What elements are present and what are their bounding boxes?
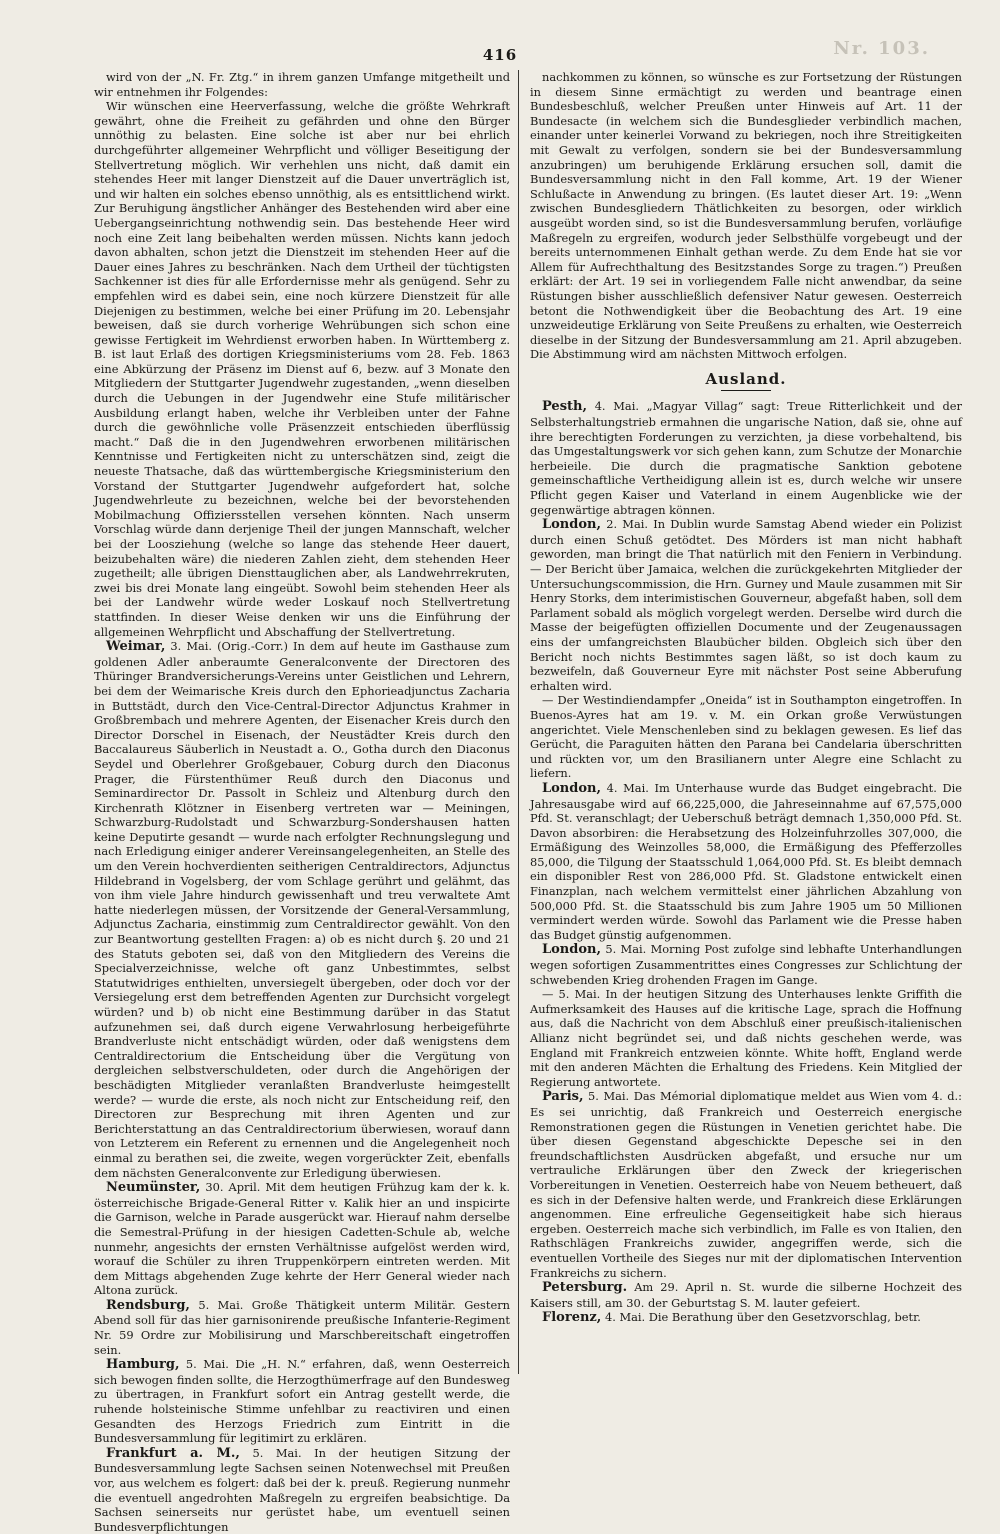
article-paragraph — [530, 987, 962, 1089]
article-text: 4. Mai. „Magyar Villag“ sagt: Treue Ritterlichkeit und der Selbsterhaltungstrieb ermahnen die ungarische Nation, daß sie, ohne auf ihre berechtigten Forderungen zu verzichten, ja diese vorbehaltend, bis das Umgestaltungswerk vor sich gehen kann, zum Schutze der Monarchie herbeieile. Die durch die pragmatische Sanktion gebotene gemeinschaftliche Vertheidigung allein ist es, durch welche wir unsere Pflicht gegen Kaiser und Vaterland in einem Augenblicke wie der gegenwärtige abtragen können. — [530, 399, 962, 517]
article-paragraph — [94, 70, 510, 99]
right-column — [530, 70, 962, 1326]
article-text: 5. Mai. Das Mémorial diplomatique meldet aus Wien vom 4. d.: Es sei unrichtig, daß Frankreich und Oesterreich energische Remonstrationen gegen die Rüstungen in Venetien gerichtet habe. Die über diesen Gegenstand abgeschickte Depesche sei in den freundschaftlichsten Ausdrücken abgefaßt, und ersuche nur um vertrauliche Erklärungen über den Zweck der kriegerischen Vorbereitungen in Venetien. Oesterreich habe von Neuem betheuert, daß es sich in der Defensive halten werde, und Frankreich diese Erklärungen angenommen. Eine erfreuliche Gegenseitigkeit habe sich hieraus ergeben. Oesterreich mache sich verbindlich, im Falle es von Italien, den Rathschlägen Frankreichs zuwider, angegriffen werde, sich die eventuellen Vortheile des Sieges nur mit der diplomatischen Intervention Frankreichs zu sichern. — [530, 1089, 962, 1280]
article-dateline: Rendsburg, — [106, 1297, 190, 1313]
article-text: — 5. Mai. In der heutigen Sitzung des Unterhauses lenkte Griffith die Aufmerksamkeit des Hauses auf die kritische Lage, sprach die Hoffnung aus, daß die Nachricht von dem Abschluß einer preußisch-italienischen Allianz nicht begründet sei, und daß nichts geschehen werde, was England mit Frankreich entzweien könnte. White hofft, England werde mit den anderen Mächten die Erhaltung des Friedens. Kein Mitglied der Regierung antwortete. — [530, 987, 962, 1089]
article-dateline: London, — [542, 517, 602, 533]
article-dateline: London, — [542, 780, 602, 796]
article-dateline: Petersburg. — [542, 1280, 628, 1296]
article-paragraph — [530, 693, 962, 781]
article-text: 5. Mai. Die „H. N.“ erfahren, daß, wenn Oesterreich sich bewogen finden sollte, die Herzogthümerfrage auf den Bundesweg zu übertragen, in Frankfurt sofort ein Antrag gestellt werde, die ruhende holsteinische Stimme unfehlbar zu reactiviren und einen Gesandten des Herzogs Friedrich zum Eintritt in die Bundesversammlung für legitimirt zu erklären. — [94, 1357, 510, 1446]
article-paragraph — [94, 1357, 510, 1446]
right-column-top — [530, 70, 962, 362]
article-dateline: Pesth, — [542, 399, 587, 415]
article-paragraph — [530, 1310, 962, 1326]
article-text: Wir wünschen eine Heerverfassung, welche die größte Wehrkraft gewährt, ohne die Freiheit zu gefährden und ohne den Bürger unnöthig zu belasten. Eine solche ist aber nur bei ehrlich durchgeführter allgemeiner Wehrpflicht und völliger Beseitigung der Stellvertretung möglich. Wir verhehlen uns nicht, daß damit ein stehendes Heer mit langer Dienstzeit auf die Dauer unverträglich ist, und wir halten ein solches ebenso unnöthig, als es entsittlichend wirkt. Zur Beruhigung ängstlicher Anhänger des Bestehenden wird aber eine Uebergangseinrichtung nothwendig sein. Das bestehende Heer wird noch eine Zeit lang beibehalten werden müssen. Nichts kann jedoch davon abhalten, schon jetzt die Dienstzeit im stehenden Heer auf die Dauer eines Jahres zu beschränken. Nach dem Urtheil der tüchtigsten Sachkenner ist dies für alle Erfordernisse mehr als genügend. Sehr zu empfehlen wird es dabei sein, eine noch kürzere Dienstzeit für alle Diejenigen zu bestimmen, welche bei einer Prüfung im 20. Lebensjahr beweisen, daß sie durch vorherige Wehrübungen sich schon eine gewisse Fertigkeit im Wehrdienst erworben haben. In Württemberg z. B. ist laut Erlaß des dortigen Kriegsministeriums vom 28. Feb. 1863 eine Abkürzung der Präsenz im Dienst auf 6, bezw. auf 3 Monate den Mitgliedern der Stuttgarter Jugendwehr zugestanden, „wenn dieselben durch die Uebungen in der Jugendwehr eine Stufe militärischer Ausbildung erlangt haben, welche ihr Verbleiben unter der Fahne durch die gewöhnliche volle Präsenzzeit entschieden überflüssig macht.“ Daß die in den Jugendwehren erworbenen militärischen Kenntnisse und Fertigkeiten nicht zu unterschätzen sind, zeigt die neueste Thatsache, daß das württembergische Kriegsministerium den Vorstand der Stuttgarter Jugendwehr aufgefordert hat, solche Jugendwehrleute zu bezeichnen, welche bei der bevorstehenden Mobilmachung Offiziersstellen versehen könnten. Nach unserm Vorschlag würde dann derjenige Theil der jungen Mannschaft, welcher bei der Loosziehung (welche so lange das stehende Heer dauert, beizubehalten wäre) die niederen Zahlen zieht, dem stehenden Heer zugetheilt; alle übrigen Diensttauglichen aber, als Landwehrrekruten, zwei bis drei Monate lang eingeübt. Sowohl beim stehenden Heer als bei der Landwehr würde weder Loskauf noch Stellvertretung stattfinden. In dieser Weise denken wir uns die Einführung der allgemeinen Wehrpflicht und Abschaffung der Stellvertretung. — [94, 99, 510, 639]
bleed-through-text: Nr. 103. — [833, 38, 930, 59]
article-paragraph — [530, 1280, 962, 1310]
article-text: Am 29. April n. St. wurde die silberne Hochzeit des Kaisers still, am 30. der Geburtstag S. M. lauter gefeiert. — [530, 1280, 962, 1310]
article-text: wird von der „N. Fr. Ztg.“ in ihrem ganzen Umfange mitgetheilt und wir entnehmen ihr Folgendes: — [94, 70, 510, 99]
column-rule — [518, 70, 519, 1374]
article-paragraph — [94, 1446, 510, 1534]
article-dateline: Frankfurt a. M., — [106, 1445, 240, 1461]
article-dateline: Weimar, — [106, 639, 166, 655]
article-paragraph — [530, 1089, 962, 1280]
article-text: 5. Mai. Große Thätigkeit unterm Militär. Gestern Abend soll für das hier garnisonirende preußische Infanterie-Regiment Nr. 59 Ordre zur Mobilisirung und Marschbereitschaft eingetroffen sein. — [94, 1297, 510, 1357]
article-text: 3. Mai. (Orig.-Corr.) In dem auf heute im Gasthause zum goldenen Adler anberaumte Generalconvente der Directoren des Thüringer Brandversicherungs-Vereins unter Geistlichen und Lehrern, bei dem der Weimarische Kreis durch den Ephorieadjunctus Zacharia in Buttstädt, durch den Vice-Central-Director Adjunctus Krahmer in Großbrembach und mehrere Agenten, der Eisenacher Kreis durch den Director Dorschel in Eisenach, der Neustädter Kreis durch den Baccalaureus Säuberlich in Neustadt a. O., Gotha durch den Diaconus Seydel und Oberlehrer Großgebauer, Coburg durch den Diaconus Prager, die Fürstenthümer Reuß durch den Diaconus und Seminardirector Dr. Passolt in Schleiz und Altenburg durch den Kirchenrath Klötzner in Eisenberg vertreten war — Meiningen, Schwarzburg-Rudolstadt und Schwarzburg-Sondershausen hatten keine Deputirte gesandt — wurde nach erfolgter Rechnungslegung und nach Erledigung einiger anderer Vereinsangelegenheiten, an Stelle des um den Verein hochverdienten seitherigen Centraldirectors, Adjunctus Hildebrand in Vogelsberg, der vom Schlage gerührt und gelähmt, das von ihm viele Jahre hindurch gewissenhaft und treu verwaltete Amt hatte niederlegen müssen, der Vorsitzende der General-Versammlung, Adjunctus Zacharia, einstimmig zum Centraldirector gewählt. Von den zur Beantwortung gestellten Fragen: a) ob es nicht durch §. 20 und 21 des Statuts geboten sei, daß von den Mitgliedern des Vereins die Specialverzeichnisse, welche oft ganz Unbestimmtes, selbst Statutwidriges enthielten, unversiegelt übergeben, oder doch vor der Versiegelung erst dem betreffenden Agenten zur Durchsicht vorgelegt würden? und b) ob nicht eine Bestimmung darüber in das Statut aufzunehmen sei, daß durch eigene Verwahrlosung herbeigeführte Brandverluste nicht entschädigt würden, oder daß wenigstens dem Centraldirectorium die Entscheidung über die Vergütung von dergleichen selbstverschuldeten, oder durch die Angehörigen der beschädigten Mitglieder veranlaßten Brandverluste heimgestellt werde? — wurde die erste, als noch nicht zur Entscheidung reif, den Directoren zur Besprechung mit ihren Agenten und zur Berichterstattung an das Centraldirectorium überwiesen, worauf dann von Letzterem ein Referent zu ernennen und die Angelegenheit noch einmal zu berathen sei, die zweite, wegen vorgerückter Zeit, ebenfalls dem nächsten Generalconvente zur Erledigung überwiesen. — [94, 639, 510, 1180]
article-paragraph — [530, 399, 962, 517]
article-dateline: Neumünster, — [106, 1180, 201, 1196]
article-paragraph — [94, 99, 510, 639]
article-paragraph — [94, 639, 510, 1180]
article-text: 5. Mai. Morning Post zufolge sind lebhafte Unterhandlungen wegen sofortigen Zusammentrittes eines Congresses zur Schlichtung der schwebenden Krieg drohenden Fragen im Gange. — [530, 942, 962, 987]
article-paragraph — [530, 781, 962, 943]
article-dateline: Hamburg, — [106, 1357, 180, 1373]
article-text: nachkommen zu können, so wünsche es zur Fortsetzung der Rüstungen in diesem Sinne ermächtigt zu werden und beantrage einen Bundesbeschluß, welcher Preußen unter Hinweis auf Art. 11 der Bundesacte (in welchem sich die Bundesglieder verbindlich machen, einander unter keinerlei Vorwand zu bekriegen, noch ihre Streitigkeiten mit Gewalt zu verfolgen, sondern sie bei der Bundesversammlung anzubringen) um beruhigende Erklärung ersuchen soll, damit die Bundesversammlung nicht in den Fall komme, Art. 19 der Wiener Schlußacte in Anwendung zu bringen. (Es lautet dieser Art. 19: „Wenn zwischen Bundesgliedern Thätlichkeiten zu besorgen, oder wirklich ausgeübt worden sind, so ist die Bundesversammlung berufen, vorläufige Maßregeln zu ergreifen, wodurch jeder Selbsthülfe vorgebeugt und der bereits unternommenen Einhalt gethan werde. Zu dem Ende hat sie vor Allem für Aufrechthaltung des Besitzstandes Sorge zu tragen.“) Preußen erklärt: der Art. 19 sei in vorliegendem Falle nicht anwendbar, da seine Rüstungen bisher ausschließlich defensiver Natur gewesen. Oesterreich betont die Nothwendigkeit über die Beobachtung des Art. 19 eine unzweideutige Erklärung von Seite Preußens zu erhalten, wie Oesterreich dieselbe in der Sitzung der Bundesversammlung am 21. April abzugeben. Die Abstimmung wird am nächsten Mittwoch erfolgen. — [530, 70, 962, 362]
article-dateline: Paris, — [542, 1089, 584, 1105]
article-dateline: London, — [542, 942, 602, 958]
article-text: 30. April. Mit dem heutigen Frühzug kam der k. k. österreichische Brigade-General Ritter v. Kalik hier an und inspicirte die Garnison, welche in Parade ausgerückt war. Hierauf nahm derselbe die Semestral-Prüfung in der hiesigen Cadetten-Schule ab, welche nunmehr, angesichts der ernsten Verhältnisse aufgelöst werden wird, worauf die Schüler zu ihren Truppenkörpern eintreten werden. Mit dem Mittags abgehenden Zuge kehrte der Herr General wieder nach Altona zurück. — [94, 1180, 510, 1298]
article-dateline: Florenz, — [542, 1310, 602, 1326]
article-paragraph — [530, 942, 962, 987]
article-text: — Der Westindiendampfer „Oneida“ ist in Southampton eingetroffen. In Buenos-Ayres hat am 19. v. M. ein Orkan große Verwüstungen angerichtet. Viele Menschenleben sind zu beklagen gewesen. Es lief das Gerücht, die Paraguiten hätten den Parana bei Candelaria überschritten und rückten vor, um den Brasilianern unter Alegre eine Schlacht zu liefern. — [530, 693, 962, 781]
section-title: Ausland. — [530, 372, 962, 392]
article-paragraph — [94, 1180, 510, 1298]
article-paragraph — [530, 517, 962, 693]
article-paragraph — [94, 1298, 510, 1357]
article-text: 5. Mai. In der heutigen Sitzung der Bundesversammlung legte Sachsen seinen Notenwechsel mit Preußen vor, aus welchem es folgert: daß bei der k. preuß. Regierung nunmehr die eventuell angedrohten Maßregeln zu ergreifen beabsichtige. Da Sachsen seinerseits nur gerüstet habe, um eventuell seinen Bundesverpflichtungen — [94, 1445, 511, 1534]
article-paragraph — [530, 70, 962, 362]
left-column — [94, 70, 511, 1534]
right-column-bottom — [530, 399, 962, 1325]
page-number: 416 — [482, 46, 518, 64]
article-text: 2. Mai. In Dublin wurde Samstag Abend wieder ein Polizist durch einen Schuß getödtet. Des Mörders ist man nicht habhaft geworden, man bringt die That natürlich mit den Feniern in Verbindung. — Der Bericht über Jamaica, welchen die zurückgekehrten Mitglieder der Untersuchungscommission, die Hrn. Gurney und Maule zusammen mit Sir Henry Storks, dem interimistischen Gouverneur, abgefaßt haben, soll dem Parlament sobald als möglich vorgelegt werden. Derselbe wird durch die Masse der beigefügten offiziellen Documente und der Zeugenaussagen eins der umfangreichsten Blaubücher bilden. Obgleich sich über den Bericht noch nichts Bestimmtes sagen läßt, so ist doch kaum zu bezweifeln, daß Gouverneur Eyre mit nächster Post seine Abberufung erhalten wird. — [530, 517, 962, 693]
article-text: 4. Mai. Im Unterhause wurde das Budget eingebracht. Die Jahresausgabe wird auf 66,225,000, die Jahreseinnahme auf 67,575,000 Pfd. St. veranschlagt; der Ueberschuß beträgt demnach 1,350,000 Pfd. St. Davon absorbiren: die Herabsetzung des Holzeinfuhrzolles 307,000, die Ermäßigung des Weinzolles 58,000, die Ermäßigung des Pfefferzolles 85,000, die Tilgung der Staatsschuld 1,064,000 Pfd. St. Es bleibt demnach ein disponibler Rest von 286,000 Pfd. St. Gladstone entwickelt einen Finanzplan, nach welchem vermittelst einer jährlichen Abzahlung von 500,000 Pfd. St. die Staatsschuld bis zum Jahre 1905 um 50 Millionen vermindert werden würde. Sowohl das Parlament wie die Presse haben das Budget günstig aufgenommen. — [530, 780, 962, 942]
article-text: 4. Mai. Die Berathung über den Gesetzvorschlag, betr. — [604, 1310, 921, 1325]
